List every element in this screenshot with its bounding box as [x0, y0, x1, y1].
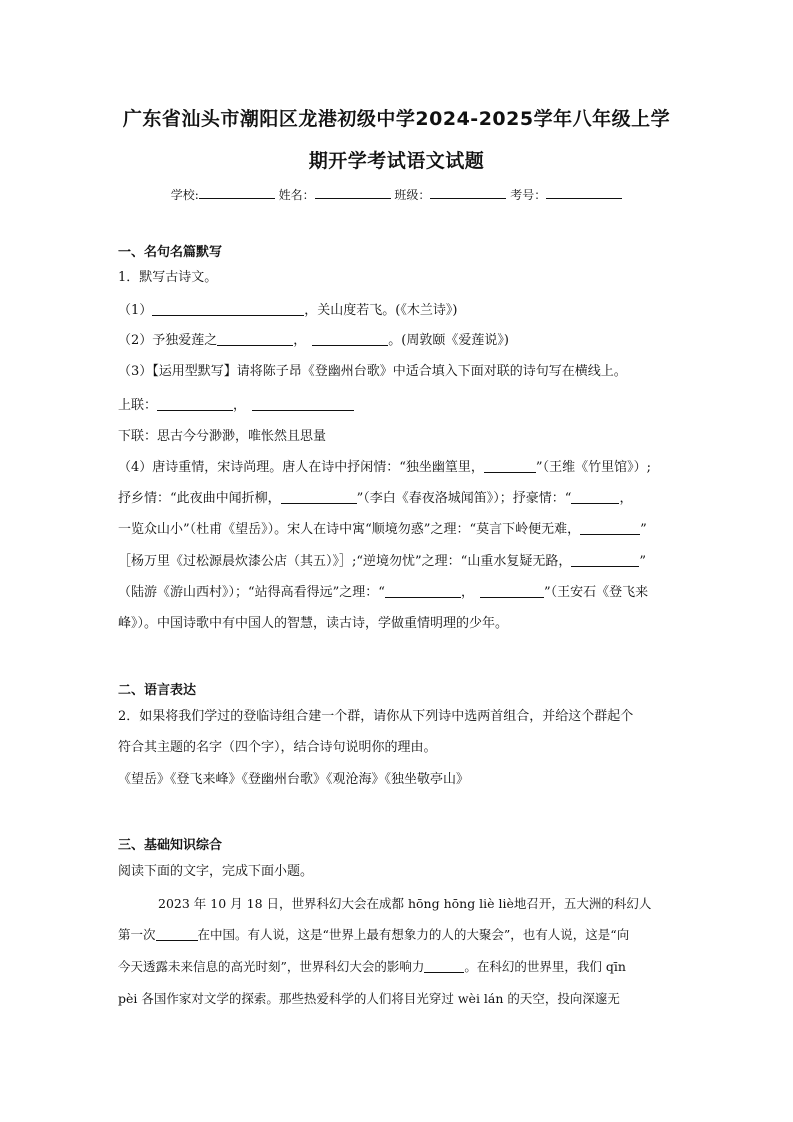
question2-line2: 符合其主题的名字（四个字），结合诗句说明你的理由。: [118, 740, 437, 755]
answer-blank[interactable]: [312, 331, 388, 346]
name-field[interactable]: [315, 185, 391, 199]
answer-blank[interactable]: [480, 583, 544, 598]
answer-blank[interactable]: [281, 489, 357, 504]
class-field[interactable]: [430, 185, 506, 199]
answer-blank[interactable]: [156, 926, 198, 941]
number-label: 考号：: [510, 188, 547, 202]
passage-line1: 2023 年 10 月 18 日，世界科幻大会在成都 hōng hōng liè liè地召开，五大洲的科幻人: [158, 896, 652, 911]
passage-line2: 第一次 在中国。有人说，这是“世界上最有想象力的人的大聚会”，也有人说，这是“向: [118, 927, 630, 942]
question2-line1: 2．如果将我们学过的登临诗组合建一个群，请你从下列诗中选两首组合，并给这个群起个: [118, 709, 634, 724]
section2-heading: 二、语言表达: [118, 683, 197, 698]
answer-blank[interactable]: [152, 301, 304, 316]
answer-blank[interactable]: [385, 583, 461, 598]
q1-item4-line6: 峰》）。中国诗歌中有中国人的智慧，读古诗，学做重情明理的少年。: [118, 616, 509, 631]
school-label: 学校:: [170, 188, 199, 202]
student-info-row: [0, 185, 793, 203]
section1-heading: 一、名句名篇默写: [118, 245, 223, 260]
question1: 1．默写古诗文。: [118, 270, 218, 285]
couplet-upper: 上联： ，: [118, 396, 354, 415]
class-label: 班级：: [394, 188, 431, 202]
answer-blank[interactable]: [580, 520, 640, 535]
q1-item4-line4: ［杨万里《过松源晨炊漆公店（其五）》］;“逆境勿忧”之理：“山重水复疑无路， ”: [118, 554, 646, 569]
number-field[interactable]: [546, 185, 622, 199]
answer-blank[interactable]: [484, 458, 536, 473]
document-title-line1: 广东省汕头市潮阳区龙港初级中学2024-2025学年八年级上学: [122, 108, 671, 130]
document-title-line2: 期开学考试语文试题: [308, 150, 485, 172]
q1-item1: （1） ，关山度若飞。(《木兰诗》): [118, 303, 458, 318]
q1-item4-line5: （陆游《游山西村》）；“站得高看得远”之理：“ ， ”（王安石《登飞来: [118, 585, 649, 600]
passage-line3: 今天透露未来信息的高光时刻”，世界科幻大会的影响力 。在科幻的世界里，我们 qīn: [118, 959, 626, 974]
name-label: 姓名：: [278, 188, 315, 202]
q1-item2: （2）予独爱莲之 ， 。(周敦颐《爱莲说》): [118, 333, 509, 348]
school-field[interactable]: [199, 185, 275, 199]
q1-item3: （3）【运用型默写】请将陈子昂《登幽州台歌》中适合填入下面对联的诗句写在横线上。: [118, 364, 627, 379]
poem-list: 《望岳》《登飞来峰》《登幽州台歌》《观沧海》《独坐敬亭山》: [118, 772, 470, 787]
answer-blank[interactable]: [217, 331, 293, 346]
passage-line4: pèi 各国作家对文学的探索。那些热爱科学的人们将目光穿过 wèi lán 的天空，投向深邃无: [118, 991, 620, 1006]
answer-blank[interactable]: [571, 489, 619, 504]
answer-blank[interactable]: [157, 396, 233, 411]
answer-blank[interactable]: [571, 552, 639, 567]
couplet-lower: 下联：思古今兮渺渺，唯怅然且思量: [118, 429, 327, 444]
answer-blank[interactable]: [424, 958, 464, 973]
section3-intro: 阅读下面的文字，完成下面小题。: [118, 864, 314, 879]
answer-blank[interactable]: [252, 396, 354, 411]
q1-item4-line1: （4）唐诗重情，宋诗尚理。唐人在诗中抒闲情：“独坐幽篁里， ”（王维《竹里馆》）;: [118, 460, 651, 475]
q1-item4-line3: 一览众山小”（杜甫《望岳》）。宋人在诗中寓“顺境勿惑”之理：“莫言下岭便无难， ”: [118, 522, 647, 537]
section3-heading: 三、基础知识综合: [118, 838, 223, 853]
q1-item4-line2: 抒乡情：“此夜曲中闻折柳， ”（李白《春夜洛城闻笛》）；抒豪情：“ ，: [118, 491, 633, 506]
